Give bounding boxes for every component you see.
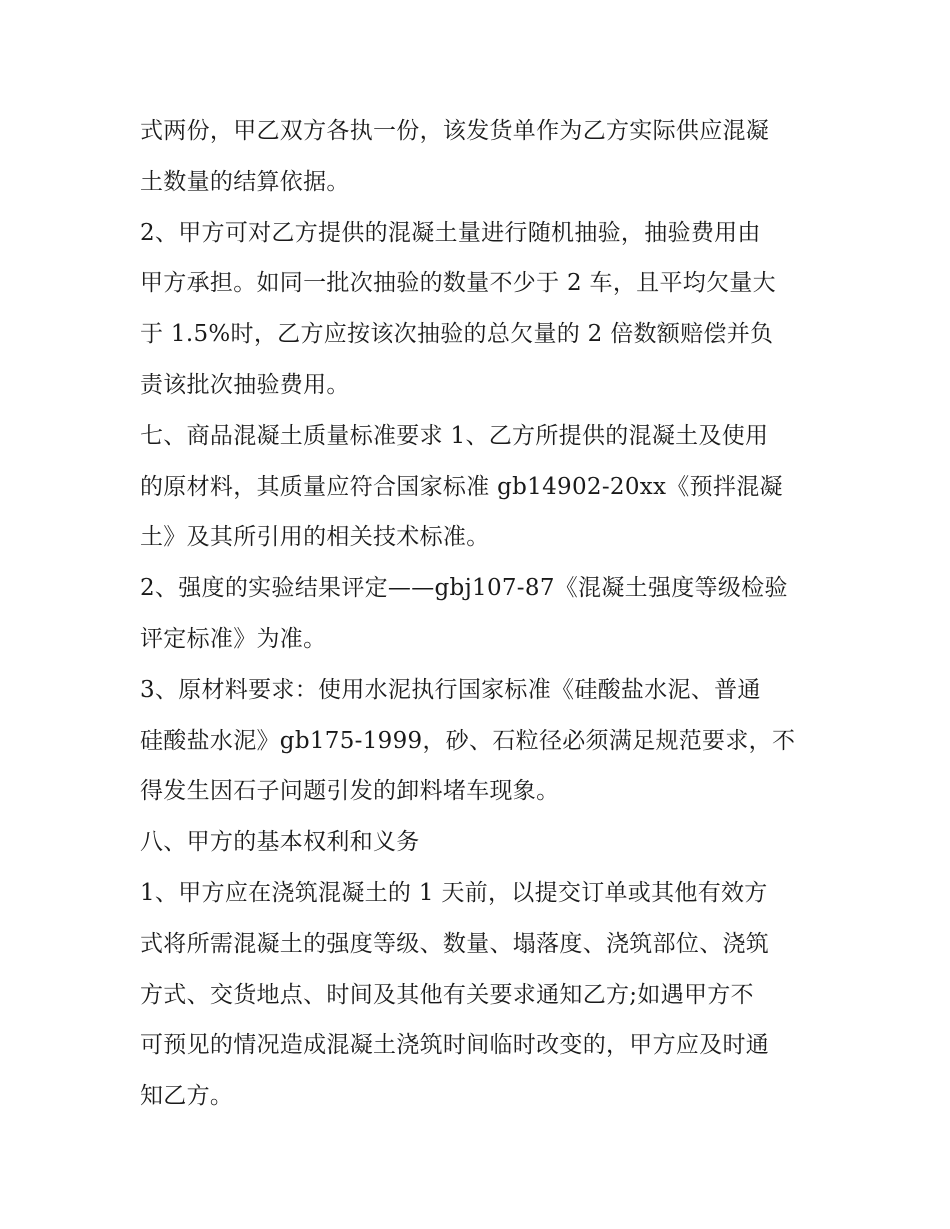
text-line: 硅酸盐水泥》gb175-1999，砂、石粒径必须满足规范要求，不 xyxy=(140,727,796,754)
text-line: 2、强度的实验结果评定——gbj107-87《混凝土强度等级检验 xyxy=(140,575,788,602)
text-line: 土》及其所引用的相关技术标准。 xyxy=(140,524,490,551)
text-line: 的原材料，其质量应符合国家标准 gb14902-20xx《预拌混凝 xyxy=(140,473,783,500)
text-line: 1、甲方应在浇筑混凝土的 1 天前，以提交订单或其他有效方 xyxy=(140,879,768,906)
text-line: 责该批次抽验费用。 xyxy=(140,371,350,398)
document-body xyxy=(140,106,830,1122)
text-line: 2、甲方可对乙方提供的混凝土量进行随机抽验，抽验费用由 xyxy=(140,219,761,246)
text-line: 式将所需混凝土的强度等级、数量、塌落度、浇筑部位、浇筑 xyxy=(140,930,770,957)
text-line: 式两份，甲乙双方各执一份，该发货单作为乙方实际供应混凝 xyxy=(140,118,770,144)
text-line: 3、原材料要求：使用水泥执行国家标准《硅酸盐水泥、普通 xyxy=(140,676,761,703)
section-heading-line: 八、甲方的基本权利和义务 xyxy=(140,829,420,856)
text-line: 知乙方。 xyxy=(140,1083,234,1110)
text-line: 评定标准》为准。 xyxy=(140,625,327,652)
text-line: 甲方承担。如同一批次抽验的数量不少于 2 车，且平均欠量大 xyxy=(140,270,776,297)
section-heading-line: 七、商品混凝土质量标准要求 1、乙方所提供的混凝土及使用 xyxy=(140,422,769,449)
text-line: 方式、交货地点、时间及其他有关要求通知乙方;如遇甲方不 xyxy=(140,981,754,1008)
text-line: 得发生因石子问题引发的卸料堵车现象。 xyxy=(140,778,560,805)
text-line: 土数量的结算依据。 xyxy=(140,168,350,195)
text-line: 于 1.5%时，乙方应按该次抽验的总欠量的 2 倍数额赔偿并负 xyxy=(140,321,774,348)
text-line: 可预见的情况造成混凝土浇筑时间临时改变的，甲方应及时通 xyxy=(140,1032,770,1059)
